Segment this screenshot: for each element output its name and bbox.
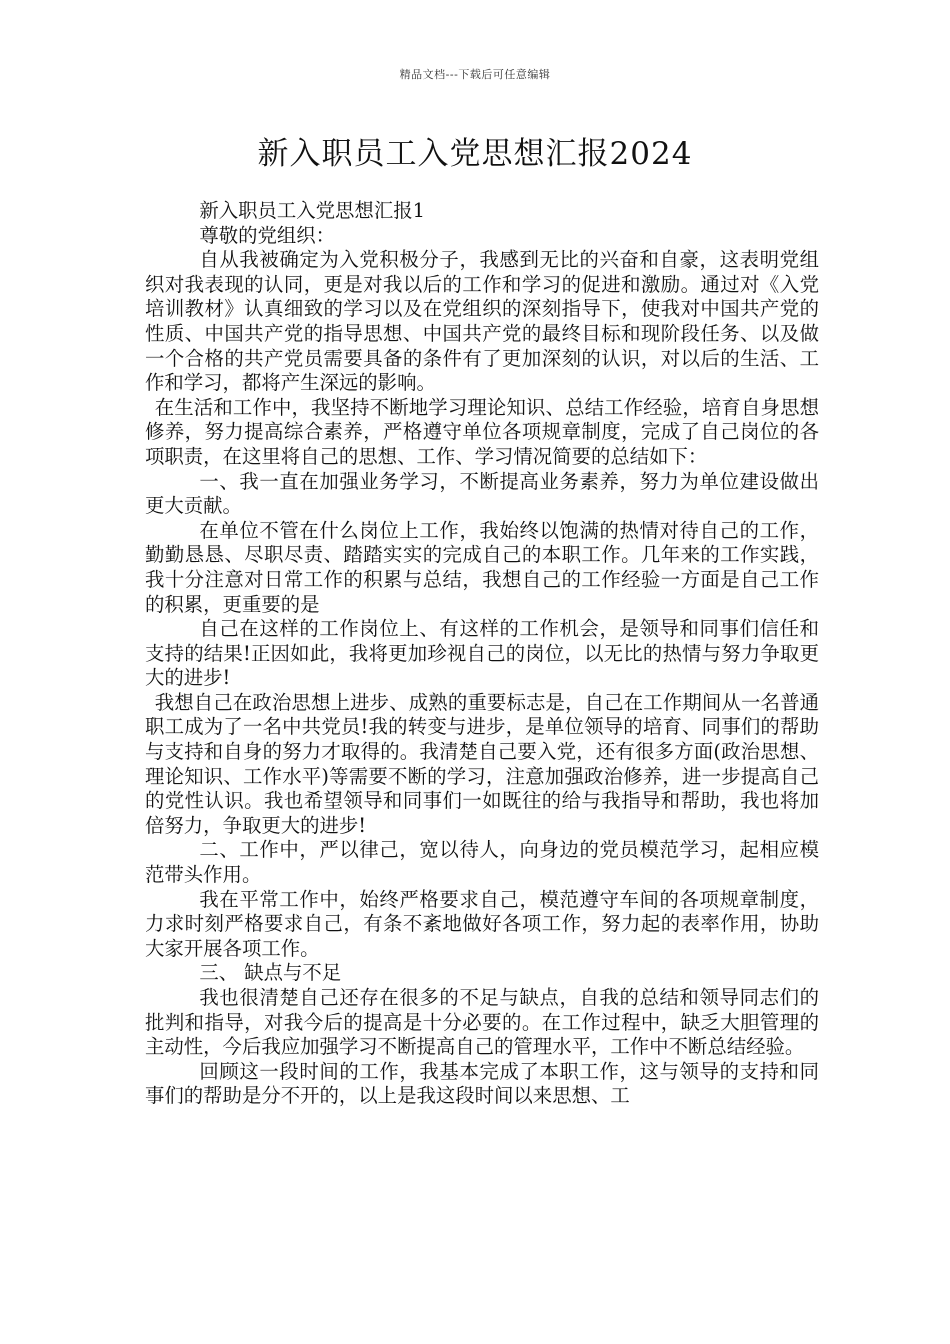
section-heading: 二、工作中，严以律己，宽以待人，向身边的党员模范学习，起相应模范带头作用。 (145, 838, 819, 887)
report-subtitle: 新入职员工入党思想汇报1 (199, 199, 425, 222)
paragraph: 自从我被确定为入党积极分子，我感到无比的兴奋和自豪，这表明党组织对我表现的认同，更是对我以后的工作和学习的促进和激励。通过对《入党培训教材》认真细致的学习以及在党组织的深刻指导下，使我对中国共产党的性质、中国共产党的指导思想、中国共产党的最终目标和现阶段任务、以及做一个合格的共产党员需要具备的条件有了更加深刻的认识，对以后的生活、工作和学习，都将产生深远的影响。 (145, 248, 819, 395)
paragraph: 自己在这样的工作岗位上、有这样的工作机会，是领导和同事们信任和支持的结果!正因如此，我将更加珍视自己的岗位，以无比的热情与努力争取更大的进步! (145, 617, 819, 690)
paragraph: 在单位不管在什么岗位上工作，我始终以饱满的热情对待自己的工作，勤勤恳恳、尽职尽责、踏踏实实的完成自己的本职工作。几年来的工作实践，我十分注意对日常工作的积累与总结，我想自己的工作经验一方面是自己工作的积累，更重要的是 (145, 518, 819, 616)
salutation: 尊敬的党组织： (199, 223, 336, 247)
paragraph: 我也很清楚自己还存在很多的不足与缺点，自我的总结和领导同志们的批判和指导，对我今后的提高是十分必要的。在工作过程中，缺乏大胆管理的主动性，今后我应加强学习不断提高自己的管理水平，工作中不断总结经验。 (145, 986, 819, 1059)
paragraph: 在生活和工作中，我坚持不断地学习理论知识、总结工作经验，培育自身思想修养，努力提高综合素养，严格遵守单位各项规章制度，完成了自己岗位的各项职责，在这里将自己的思想、工作、学习情况简要的总结如下： (145, 395, 819, 468)
section-heading: 三、 缺点与不足 (199, 961, 342, 985)
section-heading: 一、我一直在加强业务学习，不断提高业务素养，努力为单位建设做出更大贡献。 (145, 469, 819, 518)
paragraph: 我在平常工作中，始终严格要求自己，模范遵守车间的各项规章制度，力求时刻严格要求自己，有条不紊地做好各项工作，努力起的表率作用，协助大家开展各项工作。 (145, 887, 819, 960)
header-note: 精品文档---下载后可任意编辑 (399, 68, 551, 81)
document-title: 新入职员工入党思想汇报2024 (257, 136, 693, 172)
paragraph: 回顾这一段时间的工作，我基本完成了本职工作，这与领导的支持和同事们的帮助是分不开的，以上是我这段时间以来思想、工 (145, 1059, 819, 1108)
paragraph: 我想自己在政治思想上进步、成熟的重要标志是，自己在工作期间从一名普通职工成为了一名中共党员!我的转变与进步，是单位领导的培育、同事们的帮助与支持和自身的努力才取得的。我清楚自己要入党，还有很多方面(政治思想、理论知识、工作水平)等需要不断的学习，注意加强政治修养，进一步提高自己的党性认识。我也希望领导和同事们一如既往的给与我指导和帮助，我也将加倍努力，争取更大的进步! (145, 690, 819, 837)
document-body (145, 199, 819, 1109)
